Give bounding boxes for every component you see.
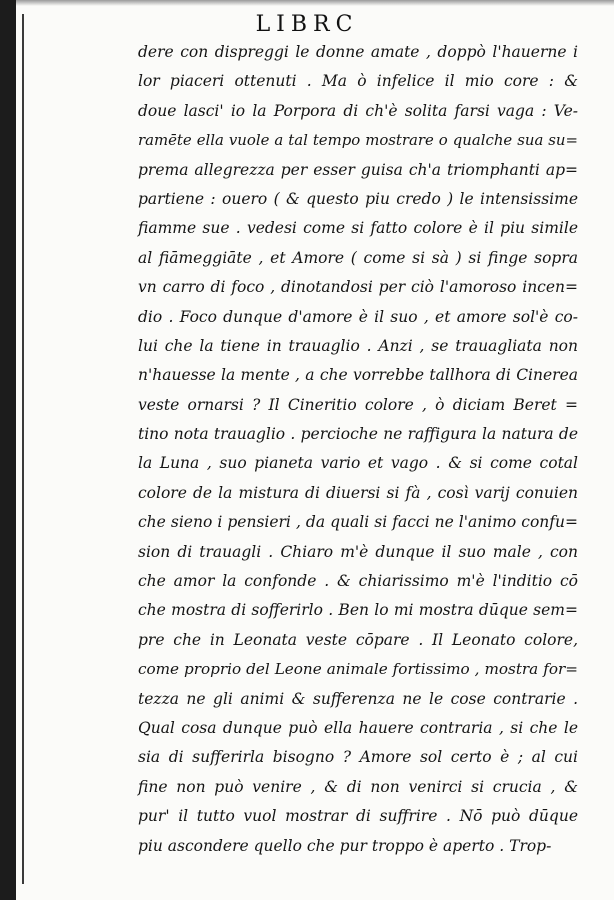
- text-line: Qual cosa dunque può ella hauere contraria , si che le: [138, 718, 578, 737]
- text-line: la Luna , suo pianeta vario et vago . & si come cotal: [138, 454, 578, 473]
- text-line: doue lasci' io la Porpora di ch'è solita farsi vaga : Ve-: [138, 101, 578, 120]
- text-line: che mostra di sofferirlo . Ben lo mi mostra dūque sem=: [138, 601, 578, 620]
- text-line: che amor la confonde . & chiarissimo m'è l'inditio cō: [138, 572, 578, 591]
- text-line: ramēte ella vuole a tal tempo mostrare o qualche sua su=: [138, 131, 578, 150]
- text-line: che sieno i pensieri , da quali si facci ne l'animo confu=: [138, 513, 578, 532]
- body-text: [138, 38, 578, 861]
- gutter-rule: [22, 14, 24, 884]
- text-line: sion di trauagli . Chiaro m'è dunque il suo male , con: [138, 542, 578, 561]
- text-line: pre che in Leonata veste cōpare . Il Leonato colore,: [138, 630, 578, 649]
- text-line: lor piaceri ottenuti . Ma ò infelice il mio core : &: [138, 72, 578, 91]
- text-line: vn carro di foco , dinotandosi per ciò l'amoroso incen=: [138, 278, 578, 297]
- text-line: partiene : ouero ( & questo piu credo ) le intensissime: [138, 189, 578, 208]
- text-line: sia di sufferirla bisogno ? Amore sol certo è ; al cui: [138, 748, 578, 767]
- text-line: fine non può venire , & di non venirci si crucia , &: [138, 777, 578, 796]
- text-line: n'hauesse la mente , a che vorrebbe tallhora di Cinerea: [138, 366, 578, 385]
- page-top-shadow: [16, 0, 614, 6]
- text-line: tezza ne gli animi & sufferenza ne le cose contrarie .: [138, 689, 578, 708]
- binding-gutter: [0, 0, 16, 900]
- text-line: dio . Foco dunque d'amore è il suo , et amore sol'è co-: [138, 307, 578, 326]
- text-line: al fiāmeggiāte , et Amore ( come si sà ) si finge sopra: [138, 248, 578, 267]
- text-line: prema allegrezza per esser guisa ch'a triomphanti ap=: [138, 160, 578, 179]
- text-line: fiamme sue . vedesi come si fatto colore è il piu simile: [138, 219, 578, 238]
- running-head: LIBRC: [255, 12, 359, 37]
- text-line: come proprio del Leone animale fortissimo , mostra for=: [138, 660, 578, 679]
- text-line: veste ornarsi ? Il Cineritio colore , ò diciam Beret =: [138, 395, 578, 414]
- text-line: dere con dispreggi le donne amate , doppò l'hauerne i: [138, 43, 578, 61]
- text-line: colore de la mistura di diuersi si fà , così varij conuien: [138, 483, 578, 502]
- text-line: pur' il tutto vuol mostrar di suffrire . Nō può dūque: [138, 807, 578, 826]
- text-line: tino nota trauaglio . percioche ne raffigura la natura de: [138, 425, 578, 444]
- text-line: lui che la tiene in trauaglio . Anzi , se trauagliata non: [138, 336, 578, 355]
- text-line: piu ascondere quello che pur troppo è aperto . Trop-: [138, 836, 552, 855]
